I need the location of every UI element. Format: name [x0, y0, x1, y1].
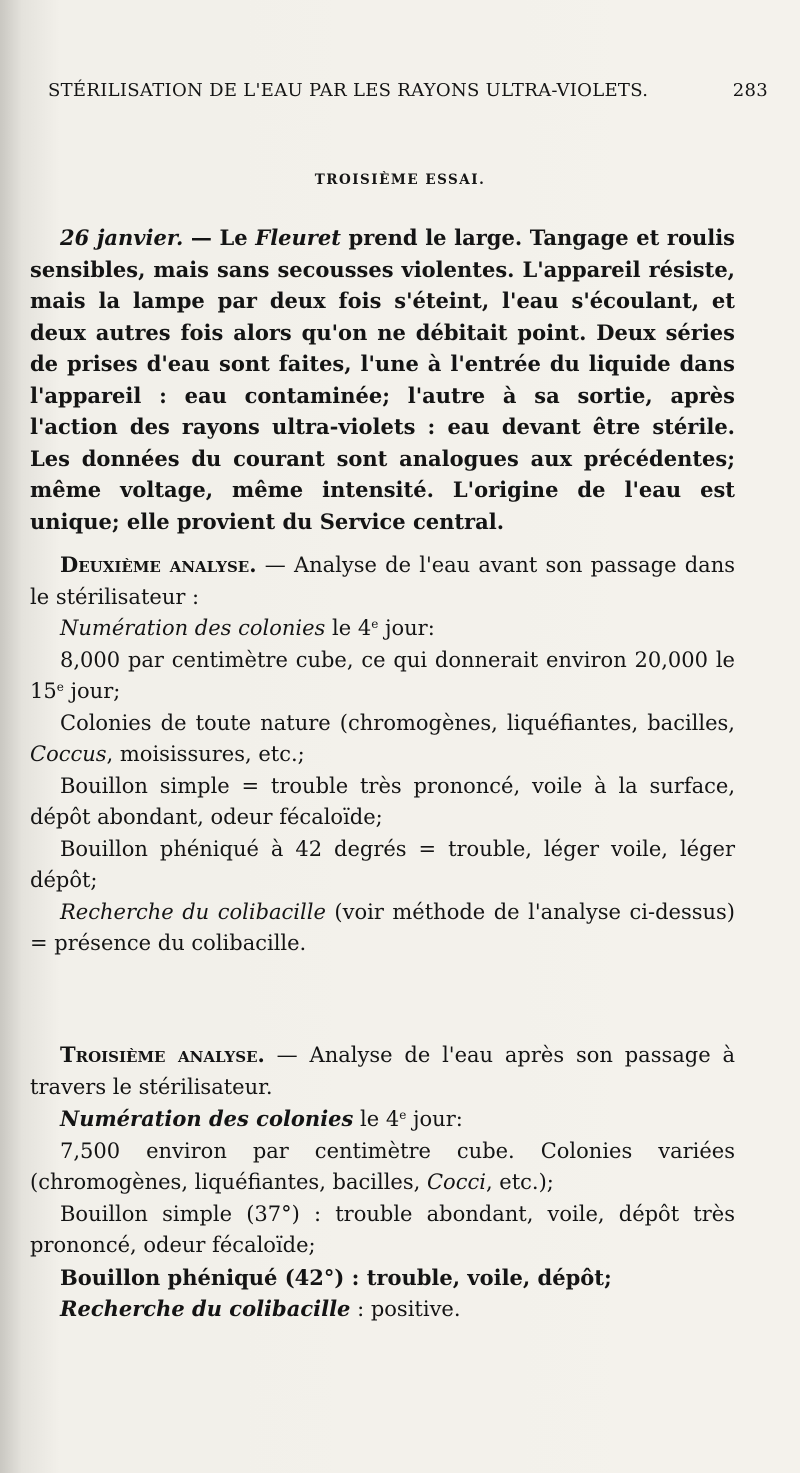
deuxieme-recherche: [30, 897, 735, 960]
deuxieme-count-text: 8,000 par centimètre cube, ce qui donnerait environ 20,000 le 15: [30, 647, 735, 703]
deuxieme-analyse-section: [30, 549, 735, 960]
deuxieme-num-sup: e: [371, 617, 379, 631]
essai-dash: — Le: [183, 225, 256, 250]
deuxieme-colonies-end: , moisissures, etc.;: [106, 742, 305, 766]
deuxieme-count-end: jour;: [63, 679, 121, 703]
essai-date: 26 janvier.: [60, 225, 184, 250]
troisieme-intro: [30, 1039, 735, 1103]
troisieme-recherche-label: Recherche du colibacille: [60, 1296, 351, 1321]
deuxieme-intro: [30, 549, 735, 613]
deuxieme-colonies-text: Colonies de toute nature (chromogènes, liquéfiantes, bacilles,: [60, 710, 735, 735]
deuxieme-recherche-label: Recherche du colibacille: [60, 899, 326, 924]
troisieme-num-text: le 4: [353, 1107, 400, 1131]
deuxieme-numeration: [30, 613, 735, 645]
troisieme-num-sup: e: [399, 1108, 407, 1122]
troisieme-recherche: [30, 1293, 735, 1326]
troisieme-bouillon-simple: Bouillon simple (37°) : trouble abondant, voile, dépôt très prononcé, odeur fécaloïde;: [30, 1201, 735, 1257]
running-head-title: STÉRILISATION DE L'EAU PAR LES RAYONS ULTRA-VIOLETS.: [48, 80, 649, 101]
essai-paragraph: [30, 222, 735, 537]
troisieme-heading: Troisième analyse.: [60, 1042, 265, 1067]
troisieme-count-text: 7,500 environ par centimètre cube. Colonies variées (chromogènes, liquéfiantes, bacilles,: [30, 1138, 735, 1194]
page-number: 283: [732, 80, 768, 101]
troisieme-count-cocci: Cocci: [426, 1170, 486, 1194]
troisieme-count: [30, 1136, 735, 1199]
deuxieme-count: [30, 645, 735, 708]
deuxieme-recherche-text: (voir méthode de l'analyse ci-dessus) = présence du colibacille.: [30, 899, 735, 955]
section-title: TROISIÈME ESSAI.: [314, 172, 486, 188]
deuxieme-bouillon-phenique: Bouillon phéniqué à 42 degrés = trouble, léger voile, léger dépôt;: [30, 836, 735, 892]
deuxieme-bouillon-simple: Bouillon simple = trouble très prononcé, voile à la surface, dépôt abondant, odeur fécaloïde;: [30, 773, 735, 829]
deuxieme-count-sup: e: [56, 680, 64, 694]
deuxieme-num-text: le 4: [325, 616, 372, 640]
troisieme-recherche-text: : positive.: [350, 1297, 461, 1321]
troisieme-numeration: [30, 1103, 735, 1136]
deuxieme-num-text-end: jour:: [378, 616, 435, 640]
troisieme-intro-text: — Analyse de l'eau après son passage à travers le stérilisateur.: [30, 1043, 735, 1099]
deuxieme-colonies: [30, 708, 735, 771]
essai-text: prend le large. Tangage et roulis sensibles, mais sans secousses violentes. L'appareil résiste, mais la lampe par deux fois s'éteint, l'eau s'écoulant, et deux autres fois alors qu'on ne débitait point. Deux séries de prises d'eau sont faites, l'une à l'entrée du liquide dans l'appareil : eau contaminée; l'autre à sa sortie, après l'action des rayons ultra-violets : eau devant être stérile. Les données du courant sont analogues aux précédentes; même voltage, même intensité. L'origine de l'eau est unique; elle provient du Service central.: [30, 225, 736, 534]
troisieme-count-end: , etc.);: [485, 1170, 554, 1194]
deuxieme-colonies-coccus: Coccus: [30, 742, 107, 766]
troisieme-num-label: Numération des colonies: [60, 1106, 354, 1131]
troisieme-num-text-end: jour:: [406, 1107, 463, 1131]
deuxieme-intro-text: — Analyse de l'eau avant son passage dans le stérilisateur :: [30, 553, 735, 609]
essai-paragraph-block: [30, 222, 735, 537]
running-head: [48, 80, 768, 101]
deuxieme-heading: Deuxième analyse.: [60, 552, 257, 577]
deuxieme-num-label: Numération des colonies: [60, 616, 326, 640]
troisieme-analyse-section: [30, 1039, 735, 1326]
troisieme-bouillon-phenique: Bouillon phéniqué (42°) : trouble, voile, dépôt;: [60, 1264, 612, 1290]
ship-name: Fleuret: [255, 225, 341, 250]
